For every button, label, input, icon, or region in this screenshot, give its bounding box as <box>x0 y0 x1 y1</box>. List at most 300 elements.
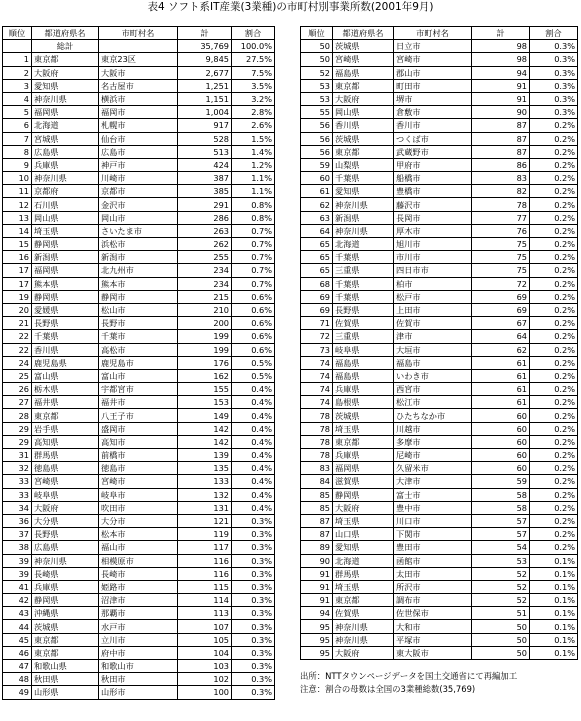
table-row <box>301 317 578 330</box>
rank-cell: 91 <box>301 580 333 593</box>
city-cell: 立川市 <box>99 633 178 646</box>
pref-cell: 岐阜県 <box>333 343 394 356</box>
table-row <box>3 303 275 316</box>
pref-cell: 佐賀県 <box>333 317 394 330</box>
share-cell: 0.3% <box>232 620 275 633</box>
pref-cell: 山梨県 <box>333 158 394 171</box>
pref-cell: 大分県 <box>32 514 99 527</box>
pref-cell: 広島県 <box>32 541 99 554</box>
pref-cell: 神奈川県 <box>333 633 394 646</box>
share-cell: 0.3% <box>232 567 275 580</box>
table-row <box>301 620 578 633</box>
table-row <box>3 607 275 620</box>
city-cell: 福島市 <box>394 356 472 369</box>
city-cell: さいたま市 <box>99 224 178 237</box>
city-cell: 吹田市 <box>99 501 178 514</box>
share-cell: 2.6% <box>232 119 275 132</box>
table-row <box>301 158 578 171</box>
share-cell: 1.5% <box>232 132 275 145</box>
count-cell: 234 <box>178 264 232 277</box>
city-cell: 西宮市 <box>394 383 472 396</box>
pref-cell: 茨城県 <box>333 40 394 53</box>
count-cell: 52 <box>472 580 530 593</box>
rank-cell: 50 <box>301 40 333 53</box>
city-cell: 和歌山市 <box>99 660 178 673</box>
table-row <box>301 554 578 567</box>
city-cell: 鹿児島市 <box>99 356 178 369</box>
city-cell: 松本市 <box>99 528 178 541</box>
share-cell: 0.2% <box>530 185 578 198</box>
city-cell: 熊本市 <box>99 277 178 290</box>
header-rank: 順位 <box>3 27 32 40</box>
table-row <box>3 396 275 409</box>
rank-cell: 29 <box>3 435 32 448</box>
count-cell: 135 <box>178 462 232 475</box>
city-cell: 藤沢市 <box>394 198 472 211</box>
share-cell: 0.1% <box>530 594 578 607</box>
rank-cell: 45 <box>3 633 32 646</box>
city-cell: 札幌市 <box>99 119 178 132</box>
table-row <box>3 185 275 198</box>
table-row <box>3 145 275 158</box>
count-cell: 263 <box>178 224 232 237</box>
share-cell: 0.2% <box>530 145 578 158</box>
count-cell: 87 <box>472 119 530 132</box>
count-cell: 57 <box>472 514 530 527</box>
rank-cell: 95 <box>301 646 333 659</box>
count-cell: 262 <box>178 238 232 251</box>
table-row <box>301 185 578 198</box>
table-header-row <box>3 27 275 40</box>
pref-cell: 島根県 <box>333 396 394 409</box>
pref-cell: 佐賀県 <box>333 607 394 620</box>
count-cell: 54 <box>472 541 530 554</box>
count-cell: 61 <box>472 383 530 396</box>
pref-cell: 長崎県 <box>32 567 99 580</box>
count-cell: 98 <box>472 53 530 66</box>
city-cell: 尼崎市 <box>394 449 472 462</box>
table-row <box>301 528 578 541</box>
rank-cell: 53 <box>301 79 333 92</box>
pref-cell: 千葉県 <box>333 290 394 303</box>
pref-cell: 京都府 <box>32 185 99 198</box>
table-row <box>301 488 578 501</box>
count-cell: 90 <box>472 106 530 119</box>
pref-cell: 静岡県 <box>32 594 99 607</box>
table-row <box>301 145 578 158</box>
rank-cell: 7 <box>3 132 32 145</box>
table-row <box>301 409 578 422</box>
pref-cell: 北海道 <box>32 119 99 132</box>
table-row <box>3 369 275 382</box>
share-cell: 0.1% <box>530 580 578 593</box>
city-cell: 秋田市 <box>99 673 178 686</box>
count-cell: 87 <box>472 132 530 145</box>
city-cell: 富士市 <box>394 488 472 501</box>
city-cell: 多摩市 <box>394 435 472 448</box>
table-row <box>3 462 275 475</box>
rank-cell: 29 <box>3 422 32 435</box>
count-cell: 53 <box>472 554 530 567</box>
city-cell: 宮崎市 <box>99 475 178 488</box>
table-row <box>301 580 578 593</box>
share-cell: 0.4% <box>232 396 275 409</box>
rank-cell: 27 <box>3 396 32 409</box>
pref-cell: 大阪府 <box>333 501 394 514</box>
count-cell: 149 <box>178 409 232 422</box>
city-cell: 那覇市 <box>99 607 178 620</box>
count-cell: 60 <box>472 422 530 435</box>
pref-cell: 三重県 <box>333 330 394 343</box>
count-cell: 91 <box>472 92 530 105</box>
pref-cell: 石川県 <box>32 198 99 211</box>
rank-cell: 44 <box>3 620 32 633</box>
table-row <box>3 119 275 132</box>
count-cell: 77 <box>472 211 530 224</box>
table-row <box>301 501 578 514</box>
header-pref: 都道府県名 <box>32 27 99 40</box>
pref-cell: 福岡県 <box>32 106 99 119</box>
denominator-note: 注意：割合の母数は全国の3業種総数(35,769) <box>300 684 476 694</box>
count-cell: 103 <box>178 660 232 673</box>
table-row <box>3 106 275 119</box>
rank-cell: 17 <box>3 264 32 277</box>
pref-cell: 北海道 <box>333 238 394 251</box>
share-cell: 0.7% <box>232 277 275 290</box>
count-cell: 199 <box>178 330 232 343</box>
table-header-row <box>301 27 578 40</box>
city-cell: 豊田市 <box>394 541 472 554</box>
table-row <box>3 686 275 699</box>
pref-cell: 兵庫県 <box>32 580 99 593</box>
share-cell: 0.8% <box>232 198 275 211</box>
pref-cell: 山口県 <box>333 528 394 541</box>
rank-cell: 4 <box>3 92 32 105</box>
share-cell: 0.8% <box>232 211 275 224</box>
rank-cell: 12 <box>3 198 32 211</box>
count-cell: 291 <box>178 198 232 211</box>
share-cell: 0.3% <box>232 607 275 620</box>
table-row <box>301 224 578 237</box>
share-cell: 0.2% <box>530 224 578 237</box>
city-cell: 長岡市 <box>394 211 472 224</box>
count-cell: 51 <box>472 607 530 620</box>
header-rank: 順位 <box>301 27 333 40</box>
count-cell: 58 <box>472 488 530 501</box>
rank-cell: 89 <box>301 541 333 554</box>
count-cell: 83 <box>472 172 530 185</box>
pref-cell: 愛知県 <box>32 79 99 92</box>
table-row <box>3 660 275 673</box>
pref-cell: 千葉県 <box>333 277 394 290</box>
pref-cell: 群馬県 <box>32 449 99 462</box>
city-cell: 上田市 <box>394 303 472 316</box>
city-cell: 金沢市 <box>99 198 178 211</box>
rank-cell: 94 <box>301 607 333 620</box>
rank-cell: 83 <box>301 462 333 475</box>
rank-cell: 13 <box>3 211 32 224</box>
rank-cell: 47 <box>3 660 32 673</box>
table-row <box>3 158 275 171</box>
city-cell: 松山市 <box>99 303 178 316</box>
city-cell: 大分市 <box>99 514 178 527</box>
pref-cell: 神奈川県 <box>32 92 99 105</box>
rank-cell: 74 <box>301 369 333 382</box>
rank-cell: 62 <box>301 198 333 211</box>
share-cell: 0.2% <box>530 158 578 171</box>
share-cell: 0.2% <box>530 383 578 396</box>
city-cell: 京都市 <box>99 185 178 198</box>
count-cell: 119 <box>178 528 232 541</box>
header-city: 市町村名 <box>99 27 178 40</box>
table-row <box>3 53 275 66</box>
table-row <box>301 396 578 409</box>
rank-cell: 42 <box>3 594 32 607</box>
share-cell: 0.3% <box>232 554 275 567</box>
share-cell: 0.6% <box>232 290 275 303</box>
rank-cell: 49 <box>3 686 32 699</box>
count-cell: 75 <box>472 264 530 277</box>
table-row <box>301 435 578 448</box>
share-cell: 0.2% <box>530 422 578 435</box>
share-cell: 0.1% <box>530 633 578 646</box>
count-cell: 255 <box>178 251 232 264</box>
pref-cell: 徳島県 <box>32 462 99 475</box>
pref-cell: 福島県 <box>333 66 394 79</box>
table-row <box>301 211 578 224</box>
share-cell: 1.1% <box>232 172 275 185</box>
share-cell: 0.2% <box>530 435 578 448</box>
pref-cell: 兵庫県 <box>32 158 99 171</box>
pref-cell: 東京都 <box>333 79 394 92</box>
share-cell: 0.2% <box>530 343 578 356</box>
pref-cell: 宮城県 <box>32 132 99 145</box>
count-cell: 2,677 <box>178 66 232 79</box>
pref-cell: 千葉県 <box>333 251 394 264</box>
count-cell: 91 <box>472 79 530 92</box>
source-note: 出所：NTTタウンページデータを国土交通省にて再編加工 <box>300 671 518 681</box>
city-cell: 豊中市 <box>394 501 472 514</box>
city-cell: 府中市 <box>99 646 178 659</box>
rank-cell: 65 <box>301 238 333 251</box>
table-row <box>3 620 275 633</box>
share-cell: 0.3% <box>232 594 275 607</box>
share-cell: 0.1% <box>530 554 578 567</box>
rank-cell: 78 <box>301 409 333 422</box>
pref-cell: 長野県 <box>32 528 99 541</box>
table-body-right <box>301 40 578 660</box>
share-cell: 0.2% <box>530 541 578 554</box>
share-cell: 0.4% <box>232 383 275 396</box>
table-row <box>3 475 275 488</box>
pref-cell: 東京都 <box>32 633 99 646</box>
city-cell: 長崎市 <box>99 567 178 580</box>
rank-cell: 24 <box>3 356 32 369</box>
share-cell: 0.7% <box>232 238 275 251</box>
pref-cell: 兵庫県 <box>333 449 394 462</box>
city-cell: 横浜市 <box>99 92 178 105</box>
rank-cell: 73 <box>301 343 333 356</box>
rank-cell: 22 <box>3 330 32 343</box>
share-cell: 0.3% <box>232 673 275 686</box>
pref-cell: 愛媛県 <box>32 303 99 316</box>
share-cell: 0.3% <box>232 528 275 541</box>
pref-cell: 福井県 <box>32 396 99 409</box>
total-row <box>3 40 275 53</box>
count-cell: 162 <box>178 369 232 382</box>
count-cell: 61 <box>472 356 530 369</box>
share-cell: 0.2% <box>530 514 578 527</box>
count-cell: 82 <box>472 185 530 198</box>
rank-cell: 19 <box>3 290 32 303</box>
pref-cell: 岡山県 <box>333 106 394 119</box>
rank-cell: 91 <box>301 567 333 580</box>
count-cell: 59 <box>472 475 530 488</box>
count-cell: 385 <box>178 185 232 198</box>
city-cell: 太田市 <box>394 567 472 580</box>
table-row <box>301 607 578 620</box>
rank-cell: 55 <box>301 106 333 119</box>
share-cell: 0.1% <box>530 607 578 620</box>
share-cell: 27.5% <box>232 53 275 66</box>
share-cell: 0.4% <box>232 409 275 422</box>
count-cell: 234 <box>178 277 232 290</box>
share-cell: 0.3% <box>232 541 275 554</box>
count-cell: 114 <box>178 594 232 607</box>
table-row <box>301 567 578 580</box>
count-cell: 67 <box>472 317 530 330</box>
share-cell: 0.2% <box>530 132 578 145</box>
rank-cell: 85 <box>301 501 333 514</box>
city-cell: 高知市 <box>99 435 178 448</box>
share-cell: 0.7% <box>232 224 275 237</box>
share-cell: 0.7% <box>232 264 275 277</box>
share-cell: 0.2% <box>530 462 578 475</box>
rank-cell: 25 <box>3 369 32 382</box>
share-cell: 0.2% <box>530 409 578 422</box>
city-cell: 高松市 <box>99 343 178 356</box>
pref-cell: 北海道 <box>333 554 394 567</box>
pref-cell: 茨城県 <box>333 132 394 145</box>
city-cell: 新潟市 <box>99 251 178 264</box>
count-cell: 69 <box>472 290 530 303</box>
city-cell: 福岡市 <box>99 106 178 119</box>
rank-cell: 56 <box>301 119 333 132</box>
rank-cell: 8 <box>3 145 32 158</box>
city-cell: 福山市 <box>99 541 178 554</box>
ranking-table-left <box>2 26 275 700</box>
city-cell: 宮崎市 <box>394 53 472 66</box>
count-cell: 50 <box>472 620 530 633</box>
pref-cell: 熊本県 <box>32 277 99 290</box>
table-row <box>3 422 275 435</box>
rank-cell: 22 <box>3 343 32 356</box>
count-cell: 115 <box>178 580 232 593</box>
table-body-left <box>3 53 275 699</box>
count-cell: 113 <box>178 607 232 620</box>
city-cell: 大垣市 <box>394 343 472 356</box>
share-cell: 0.4% <box>232 462 275 475</box>
city-cell: 甲府市 <box>394 158 472 171</box>
count-cell: 132 <box>178 488 232 501</box>
table-row <box>301 422 578 435</box>
rank-cell: 26 <box>3 383 32 396</box>
city-cell: 松戸市 <box>394 290 472 303</box>
rank-cell: 33 <box>3 475 32 488</box>
table-row <box>3 435 275 448</box>
city-cell: 船橋市 <box>394 172 472 185</box>
pref-cell: 滋賀県 <box>333 475 394 488</box>
city-cell: 八王子市 <box>99 409 178 422</box>
city-cell: 津市 <box>394 330 472 343</box>
share-cell: 0.2% <box>530 330 578 343</box>
pref-cell: 新潟県 <box>333 211 394 224</box>
pref-cell: 大阪府 <box>333 646 394 659</box>
count-cell: 528 <box>178 132 232 145</box>
city-cell: ひたちなか市 <box>394 409 472 422</box>
city-cell: 川崎市 <box>99 172 178 185</box>
count-cell: 117 <box>178 541 232 554</box>
pref-cell: 長野県 <box>32 317 99 330</box>
count-cell: 200 <box>178 317 232 330</box>
city-cell: 堺市 <box>394 92 472 105</box>
table-row <box>301 541 578 554</box>
pref-cell: 三重県 <box>333 264 394 277</box>
pref-cell: 東京都 <box>32 53 99 66</box>
count-cell: 176 <box>178 356 232 369</box>
city-cell: 東大阪市 <box>394 646 472 659</box>
pref-cell: 大阪府 <box>32 66 99 79</box>
share-cell: 0.1% <box>530 567 578 580</box>
city-cell: 厚木市 <box>394 224 472 237</box>
pref-cell: 埼玉県 <box>333 580 394 593</box>
pref-cell: 静岡県 <box>32 238 99 251</box>
rank-cell: 65 <box>301 251 333 264</box>
table-row <box>3 528 275 541</box>
rank-cell: 78 <box>301 422 333 435</box>
count-cell: 116 <box>178 554 232 567</box>
count-cell: 215 <box>178 290 232 303</box>
city-cell: 相模原市 <box>99 554 178 567</box>
rank-cell: 95 <box>301 620 333 633</box>
count-cell: 286 <box>178 211 232 224</box>
table-row <box>301 514 578 527</box>
share-cell: 0.2% <box>530 317 578 330</box>
share-cell: 0.2% <box>530 264 578 277</box>
count-cell: 133 <box>178 475 232 488</box>
count-cell: 9,845 <box>178 53 232 66</box>
table-row <box>3 343 275 356</box>
city-cell: 仙台市 <box>99 132 178 145</box>
rank-cell: 60 <box>301 172 333 185</box>
city-cell: 姫路市 <box>99 580 178 593</box>
pref-cell: 群馬県 <box>333 567 394 580</box>
table-row <box>3 251 275 264</box>
rank-cell: 48 <box>3 673 32 686</box>
count-cell: 94 <box>472 66 530 79</box>
city-cell: 徳島市 <box>99 462 178 475</box>
count-cell: 116 <box>178 567 232 580</box>
rank-cell: 3 <box>3 79 32 92</box>
rank-cell: 87 <box>301 514 333 527</box>
rank-cell: 37 <box>3 528 32 541</box>
table-row <box>301 330 578 343</box>
count-cell: 1,151 <box>178 92 232 105</box>
table-row <box>301 198 578 211</box>
share-cell: 1.4% <box>232 145 275 158</box>
pref-cell: 東京都 <box>333 594 394 607</box>
table-row <box>301 369 578 382</box>
